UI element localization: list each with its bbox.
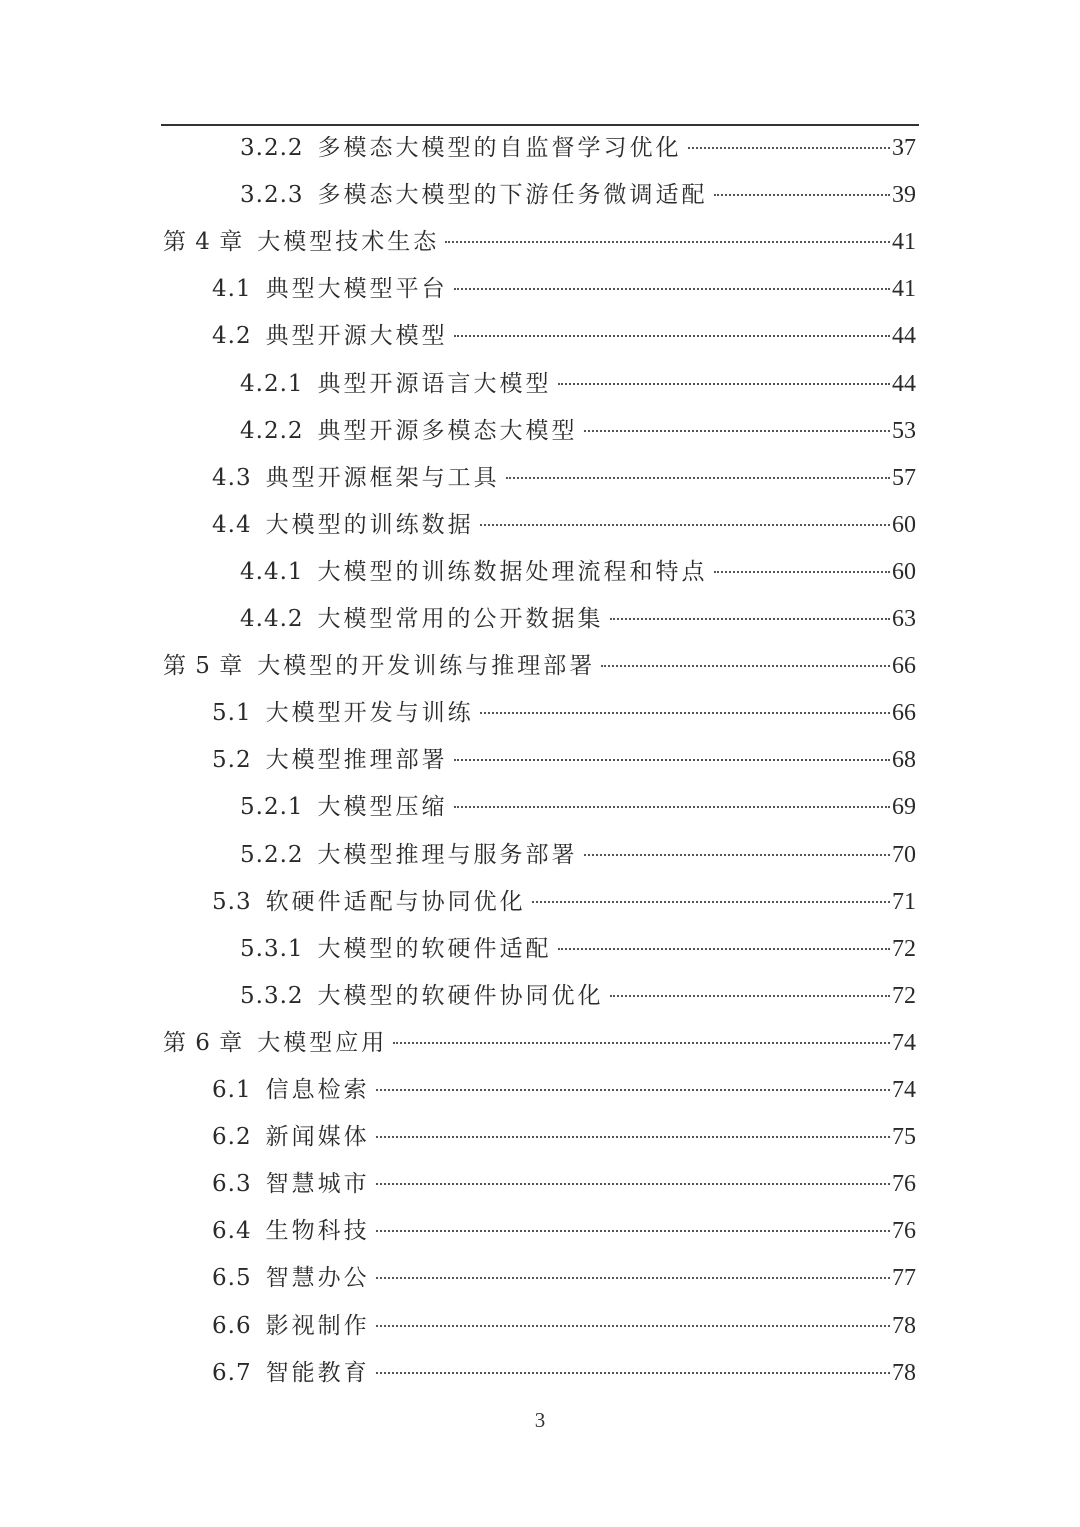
toc-entry-page: 78 xyxy=(892,1312,916,1339)
toc-entry-number: 4.4.1 xyxy=(240,558,304,585)
toc-entry[interactable] xyxy=(212,318,916,354)
toc-dot-leader xyxy=(480,712,890,714)
toc-entry-number: 5.3 xyxy=(212,888,252,915)
toc-entry-number: 5.2 xyxy=(212,747,252,774)
toc-dot-leader xyxy=(454,288,890,290)
toc-dot-leader xyxy=(532,901,890,903)
toc-entry-page: 71 xyxy=(892,888,916,915)
toc-entry-page: 72 xyxy=(892,982,916,1009)
toc-entry-page: 76 xyxy=(892,1171,916,1198)
toc-entry[interactable] xyxy=(240,837,916,873)
toc-entry-title: 大模型推理与服务部署 xyxy=(317,841,578,868)
toc-entry[interactable] xyxy=(212,1260,916,1296)
toc-entry-number: 4.4 xyxy=(212,511,252,538)
toc-entry[interactable] xyxy=(240,978,916,1014)
toc-entry-title: 大模型的开发训练与推理部署 xyxy=(257,653,596,680)
toc-entry-title: 典型大模型平台 xyxy=(265,276,448,303)
toc-dot-leader xyxy=(376,1089,890,1091)
toc-entry[interactable] xyxy=(212,1355,916,1391)
toc-entry-page: 41 xyxy=(892,276,916,303)
toc-entry-page: 70 xyxy=(892,841,916,868)
page-number: 3 xyxy=(534,1408,546,1432)
toc-entry-title: 大模型推理部署 xyxy=(265,747,448,774)
toc-entry[interactable] xyxy=(212,1072,916,1108)
toc-entry-title: 大模型技术生态 xyxy=(257,229,440,256)
toc-dot-leader xyxy=(558,383,890,385)
toc-entry-title: 大模型的软硬件协同优化 xyxy=(317,982,604,1009)
toc-dot-leader xyxy=(376,1277,890,1279)
toc-entry-number: 5.2.1 xyxy=(240,794,304,821)
toc-dot-leader xyxy=(376,1183,890,1185)
toc-entry[interactable] xyxy=(163,1025,916,1061)
toc-entry[interactable] xyxy=(163,648,916,684)
toc-dot-leader xyxy=(714,194,890,196)
toc-entry-page: 74 xyxy=(892,1029,916,1056)
toc-dot-leader xyxy=(601,665,890,667)
toc-entry[interactable] xyxy=(240,554,916,590)
toc-entry-number: 4.2.1 xyxy=(240,370,304,397)
toc-entry-number: 4.4.2 xyxy=(240,606,304,632)
toc-entry-title: 新闻媒体 xyxy=(265,1124,370,1151)
toc-entry[interactable] xyxy=(212,271,916,307)
toc-entry[interactable] xyxy=(240,177,916,213)
toc-entry-title: 大模型的训练数据 xyxy=(265,511,474,538)
toc-entry-number: 6.5 xyxy=(212,1265,252,1292)
toc-entry-page: 53 xyxy=(892,417,916,444)
toc-entry-title: 大模型的软硬件适配 xyxy=(317,935,552,962)
toc-entry[interactable] xyxy=(240,601,916,637)
toc-entry-title: 典型开源多模态大模型 xyxy=(317,417,578,444)
toc-entry-number: 4.1 xyxy=(212,276,252,303)
toc-entry-page: 60 xyxy=(892,511,916,538)
toc-dot-leader xyxy=(376,1230,890,1232)
toc-entry-page: 72 xyxy=(892,935,916,962)
toc-entry-title: 大模型应用 xyxy=(257,1029,388,1056)
toc-entry-title: 生物科技 xyxy=(265,1218,370,1245)
toc-entry-title: 大模型压缩 xyxy=(317,794,448,821)
toc-entry-title: 典型开源框架与工具 xyxy=(265,464,500,491)
toc-entry-page: 76 xyxy=(892,1218,916,1245)
toc-dot-leader xyxy=(393,1042,890,1044)
toc-entry-number: 5.3.1 xyxy=(240,935,304,962)
toc-entry-title: 大模型开发与训练 xyxy=(265,700,474,727)
toc-entry[interactable] xyxy=(212,1308,916,1344)
toc-entry[interactable] xyxy=(212,884,916,920)
toc-entry-number: 6.3 xyxy=(212,1171,252,1198)
toc-dot-leader xyxy=(445,241,890,243)
toc-entry-number: 第 5 章 xyxy=(163,653,244,680)
toc-entry-page: 74 xyxy=(892,1077,916,1103)
toc-entry-page: 60 xyxy=(892,558,916,585)
toc-entry-title: 信息检索 xyxy=(265,1077,370,1103)
toc-entry-page: 39 xyxy=(892,182,916,209)
toc-entry[interactable] xyxy=(240,789,916,825)
toc-entry-page: 41 xyxy=(892,229,916,256)
toc-entry-page: 57 xyxy=(892,464,916,491)
toc-entry-title: 大模型常用的公开数据集 xyxy=(317,606,604,632)
toc-entry-number: 6.1 xyxy=(212,1077,252,1103)
toc-entry-number: 3.2.3 xyxy=(240,182,304,209)
toc-entry-number: 4.3 xyxy=(212,464,252,491)
toc-entry-number: 5.1 xyxy=(212,700,252,727)
toc-entry[interactable] xyxy=(240,366,916,402)
toc-entry[interactable] xyxy=(212,1166,916,1202)
toc-entry-title: 大模型的训练数据处理流程和特点 xyxy=(317,558,708,585)
toc-entry-page: 75 xyxy=(892,1124,916,1151)
toc-entry-number: 4.2 xyxy=(212,323,252,350)
toc-dot-leader xyxy=(558,948,890,950)
toc-entry-number: 5.3.2 xyxy=(240,982,304,1009)
toc-entry[interactable] xyxy=(163,224,916,260)
toc-entry-number: 6.7 xyxy=(212,1359,252,1386)
toc-dot-leader xyxy=(506,477,890,479)
toc-entry[interactable] xyxy=(212,695,916,731)
toc-entry-title: 典型开源语言大模型 xyxy=(317,370,552,397)
toc-dot-leader xyxy=(376,1325,890,1327)
toc-entry-number: 3.2.2 xyxy=(240,135,304,161)
toc-entry-title: 智能教育 xyxy=(265,1359,370,1386)
header-rule xyxy=(161,124,919,126)
toc-entry-page: 66 xyxy=(892,653,916,680)
toc-entry-number: 5.2.2 xyxy=(240,841,304,868)
toc-entry[interactable] xyxy=(240,413,916,449)
toc-entry-number: 4.2.2 xyxy=(240,417,304,444)
toc-entry[interactable] xyxy=(212,1119,916,1155)
toc-entry[interactable] xyxy=(240,130,916,166)
toc-dot-leader xyxy=(454,759,890,761)
toc-entry-page: 44 xyxy=(892,323,916,350)
toc-dot-leader xyxy=(376,1136,890,1138)
toc-entry-title: 智慧城市 xyxy=(265,1171,370,1198)
toc-dot-leader xyxy=(714,571,890,573)
toc-dot-leader xyxy=(376,1372,890,1374)
toc-entry-title: 典型开源大模型 xyxy=(265,323,448,350)
toc-entry-page: 44 xyxy=(892,370,916,397)
toc-entry-page: 69 xyxy=(892,794,916,821)
toc-dot-leader xyxy=(688,147,890,149)
toc-entry[interactable] xyxy=(212,507,916,543)
toc-entry-page: 63 xyxy=(892,606,916,632)
toc-entry[interactable] xyxy=(240,931,916,967)
toc-entry-number: 第 4 章 xyxy=(163,229,244,256)
toc-entry-page: 78 xyxy=(892,1359,916,1386)
toc-dot-leader xyxy=(610,618,890,620)
toc-entry[interactable] xyxy=(212,1213,916,1249)
toc-entry-title: 多模态大模型的下游任务微调适配 xyxy=(317,182,708,209)
toc-entry-page: 68 xyxy=(892,747,916,774)
toc-entry-number: 6.4 xyxy=(212,1218,252,1245)
toc-entry[interactable] xyxy=(212,742,916,778)
toc-dot-leader xyxy=(454,806,890,808)
toc-dot-leader xyxy=(610,995,890,997)
toc-entry-page: 37 xyxy=(892,135,916,161)
toc-entry-title: 多模态大模型的自监督学习优化 xyxy=(317,135,682,161)
toc-entry-page: 66 xyxy=(892,700,916,727)
toc-dot-leader xyxy=(454,335,890,337)
toc-entry-number: 6.6 xyxy=(212,1312,252,1339)
toc-entry-title: 软硬件适配与协同优化 xyxy=(265,888,526,915)
toc-entry-title: 影视制作 xyxy=(265,1312,370,1339)
toc-entry-number: 6.2 xyxy=(212,1124,252,1151)
toc-dot-leader xyxy=(480,524,890,526)
toc-dot-leader xyxy=(584,430,890,432)
toc-entry[interactable] xyxy=(212,460,916,496)
toc-entry-title: 智慧办公 xyxy=(265,1265,370,1292)
toc-entry-page: 77 xyxy=(892,1265,916,1292)
toc-dot-leader xyxy=(584,854,890,856)
toc-entry-number: 第 6 章 xyxy=(163,1029,244,1056)
